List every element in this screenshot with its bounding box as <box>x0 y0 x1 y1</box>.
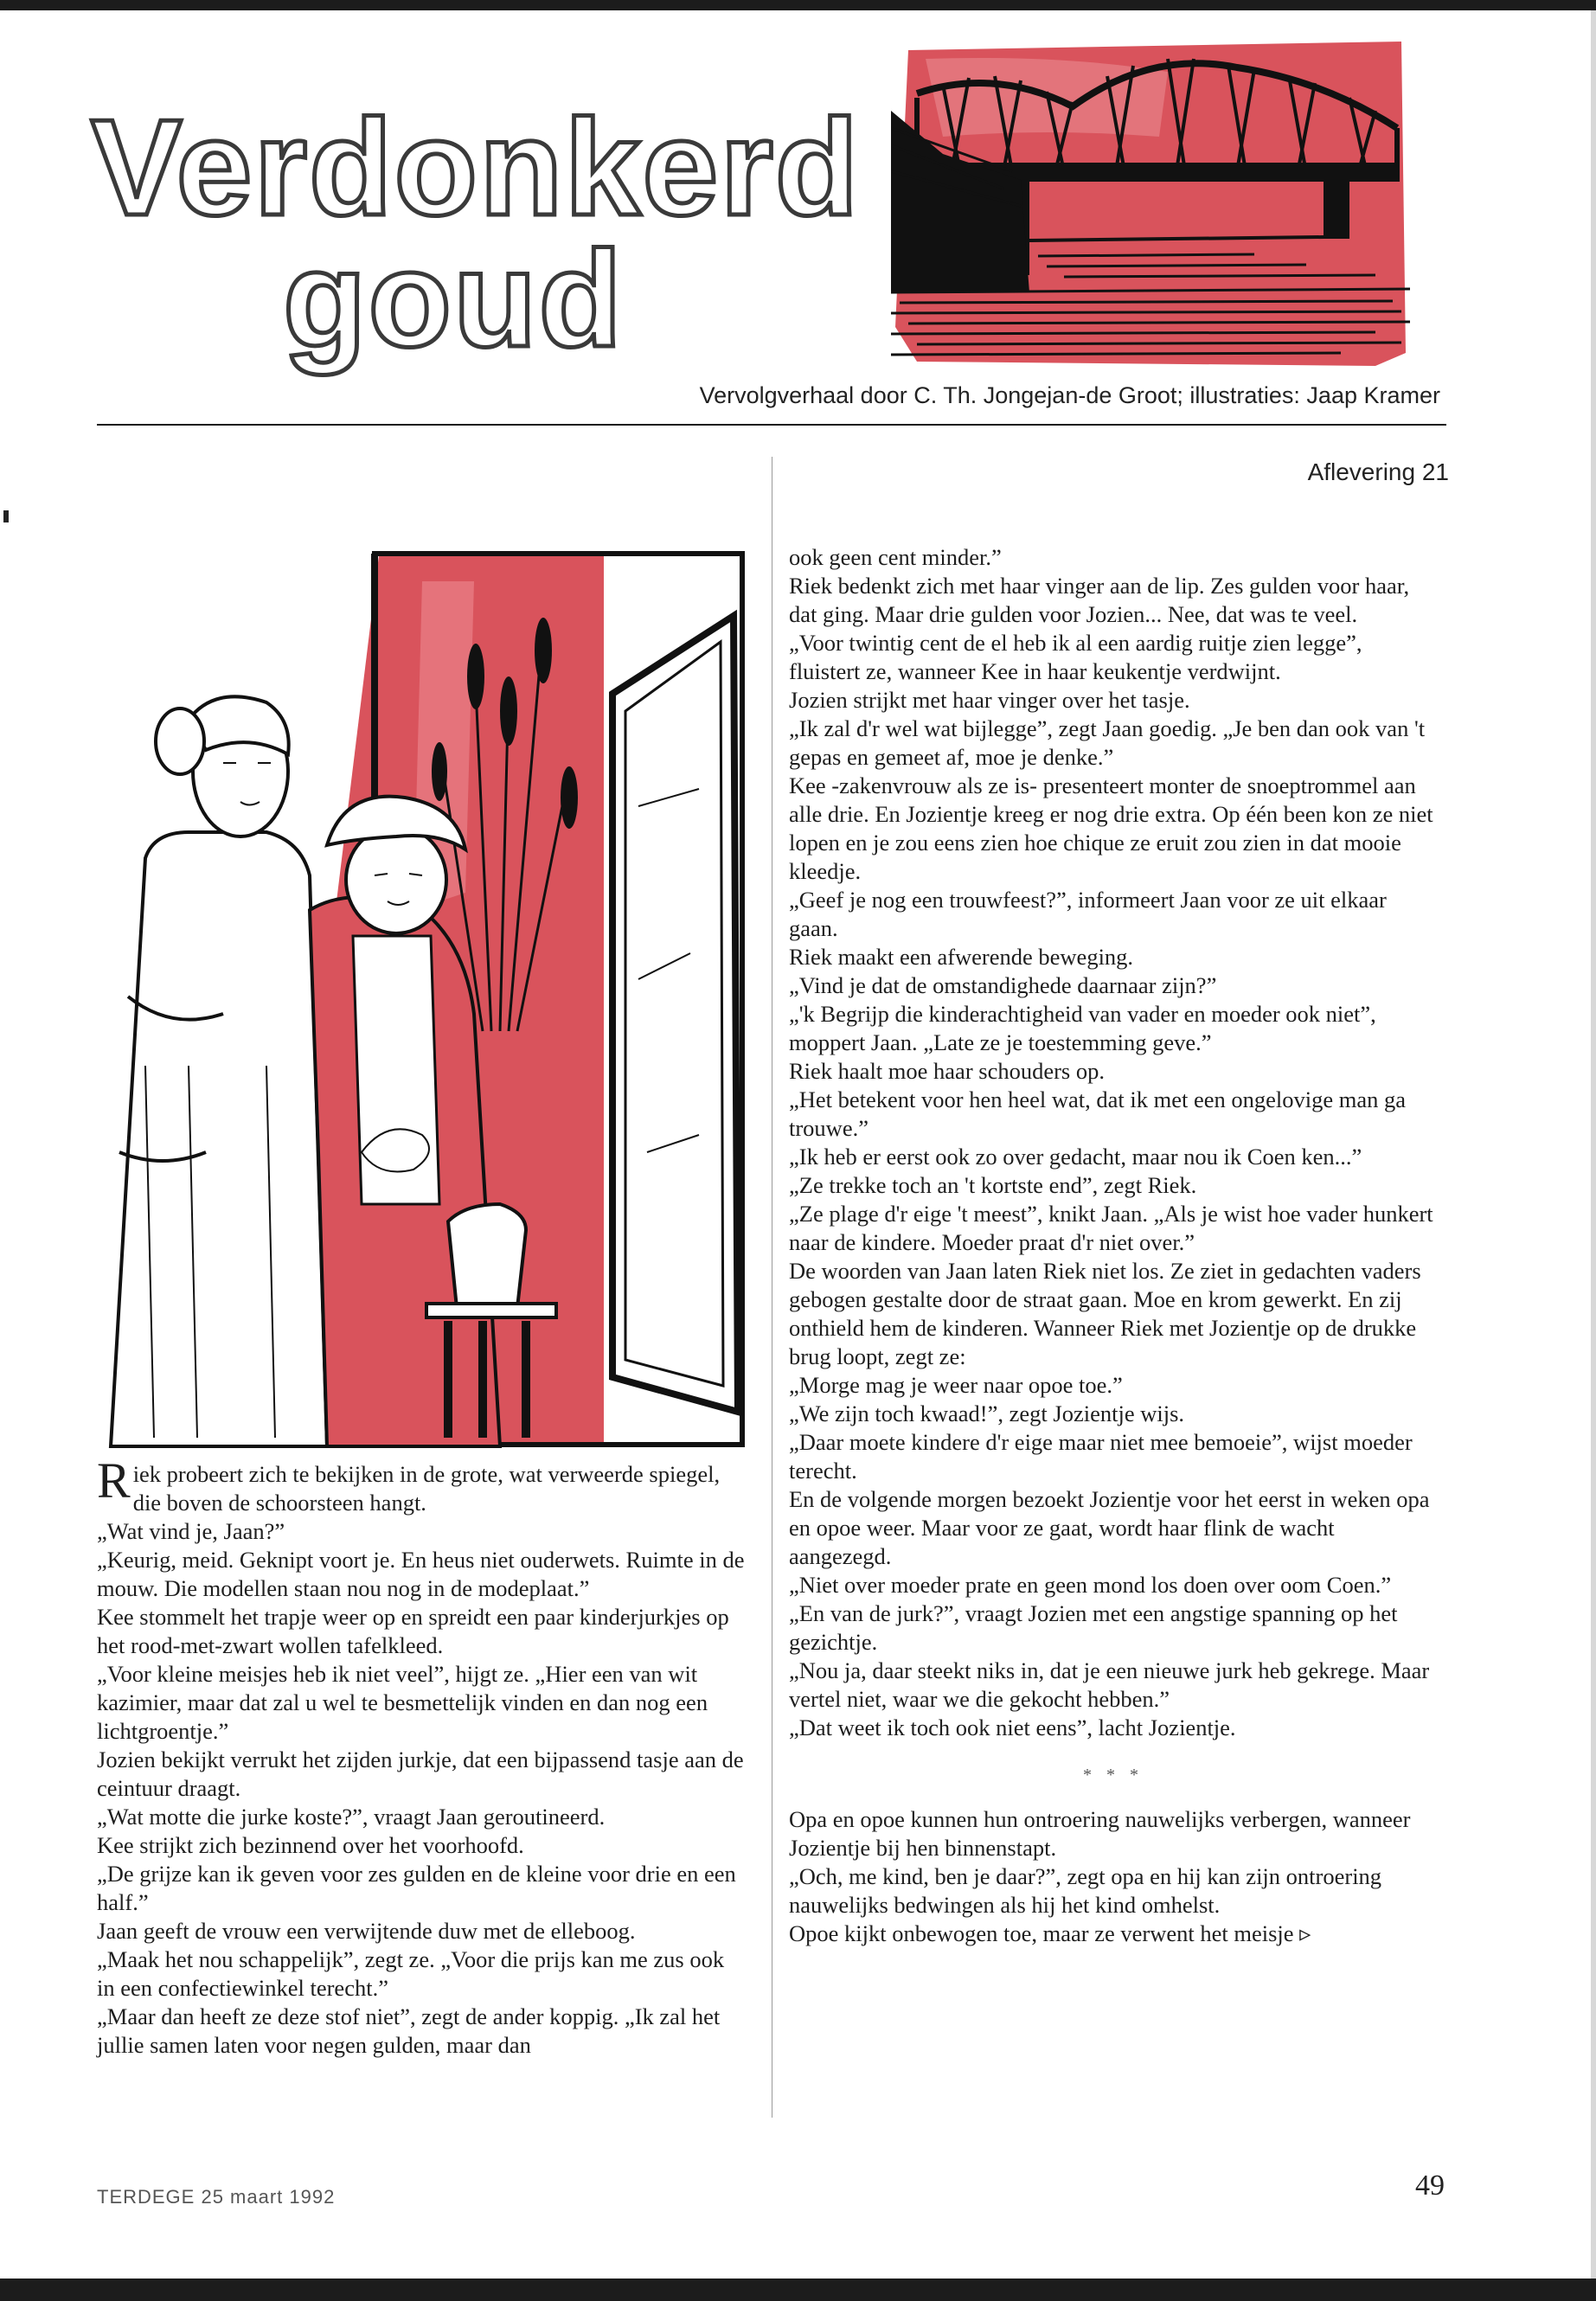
paragraph: Kee stommelt het trapje weer op en spreidt een paar kinderjurkjes op het rood-met-zwart wollen tafelkleed. <box>97 1604 729 1658</box>
opening-paragraph <box>97 1452 746 1517</box>
paragraph: De woorden van Jaan laten Riek niet los. Ze ziet in gedachten vaders gebogen gestalte door de straat gaan. Moe en krom gewerkt. En zij onthield hem de kinderen. Wanneer Riek met Jozientje op de drukke brug loopt, zegt ze: <box>789 1258 1421 1369</box>
left-text-column <box>97 1452 746 2060</box>
drop-cap: R <box>97 1452 131 1509</box>
paragraph: „Ik heb er eerst ook zo over gedacht, maar nou ik Coen ken...” <box>789 1144 1362 1170</box>
paragraph: „Och, me kind, ben je daar?”, zegt opa en hij kan zijn ontroering nauwelijks bedwingen als hij het kind omhelst. <box>789 1863 1382 1918</box>
title-line-1: Verdonkerd <box>91 92 861 244</box>
paragraph: „Ze trekke toch an 't kortste end”, zegt Riek. <box>789 1172 1197 1198</box>
paragraph: „Maar dan heeft ze deze stof niet”, zegt de ander koppig. „Ik zal het jullie samen laten voor negen gulden, maar dan <box>97 2003 721 2058</box>
paragraph: „Niet over moeder prate en geen mond los doen over oom Coen.” <box>789 1572 1392 1598</box>
paragraph: ook geen cent minder.” <box>789 544 1002 570</box>
paragraph: Jozien bekijkt verrukt het zijden jurkje, dat een bijpassend tasje aan de ceintuur draagt. <box>97 1747 744 1801</box>
paragraph: „Voor kleine meisjes heb ik niet veel”, hijgt ze. „Hier een van wit kazimier, maar dat zal u wel te besmettelijk vinden en dan nog een lichtgroentje.” <box>97 1661 708 1744</box>
paragraph: Kee -zakenvrouw als ze is- presenteert monter de snoeptrommel aan alle drie. En Jozientje kreeg er nog drie extra. Op één been kon ze niet lopen en je zou eens zien hoe chique ze eruit zou zien in dat mooie kleedje. <box>789 772 1433 884</box>
right-text-column <box>789 543 1438 1948</box>
paragraph: Kee strijkt zich bezinnend over het voorhoofd. <box>97 1832 524 1858</box>
paragraph: „Vind je dat de omstandighede daarnaar zijn?” <box>789 972 1217 998</box>
paragraph: „Dat weet ik toch ook niet eens”, lacht Jozientje. <box>789 1715 1236 1740</box>
section-separator: * * * <box>1083 1766 1144 1785</box>
page-edge <box>1591 10 1596 2279</box>
bottom-border <box>0 2279 1596 2301</box>
paragraph: Riek haalt moe haar schouders op. <box>789 1058 1105 1084</box>
paragraph: „Keurig, meid. Geknipt voort je. En heus niet ouderwets. Ruimte in de mouw. Die modellen staan nou nog in de modeplaat.” <box>97 1547 745 1601</box>
header-rule <box>97 424 1446 426</box>
paragraph: Opa en opoe kunnen hun ontroering nauwelijks verbergen, wanneer Jozientje bij hen binnenstapt. <box>789 1806 1411 1861</box>
paragraph: „Voor twintig cent de el heb ik al een aardig ruitje zien legge”, fluistert ze, wanneer Kee in haar keukentje verdwijnt. <box>789 630 1362 684</box>
paragraph: Riek maakt een afwerende beweging. <box>789 944 1134 970</box>
paragraph: „Ze plage d'r eige 't meest”, knikt Jaan. „Als je wist hoe vader hunkert naar de kindere. Moeder praat d'r niet over.” <box>789 1201 1433 1255</box>
paragraph: „Geef je nog een trouwfeest?”, informeert Jaan voor ze uit elkaar gaan. <box>789 887 1387 941</box>
bridge-illustration <box>891 33 1410 370</box>
opening-text: iek probeert zich te bekijken in de grote, wat verweerde spiegel, die boven de schoorsteen hangt. <box>132 1461 721 1516</box>
scene-illustration <box>93 547 747 1448</box>
margin-mark <box>3 510 9 522</box>
page-number: 49 <box>1415 2170 1445 2202</box>
paragraph: „Ik zal d'r wel wat bijlegge”, zegt Jaan goedig. „Je ben dan ook van 't gepas en gemeet af, moe je denke.” <box>789 715 1426 770</box>
title-line-2: goud <box>283 223 625 375</box>
paragraph: Opoe kijkt onbewogen toe, maar ze verwent het meisje ▹ <box>789 1920 1311 1946</box>
paragraph: „Nou ja, daar steekt niks in, dat je een nieuwe jurk heb gekrege. Maar vertel niet, waar we die gekocht hebben.” <box>789 1657 1430 1712</box>
paragraph: En de volgende morgen bezoekt Jozientje voor het eerst in weken opa en opoe weer. Maar voor ze gaat, wordt haar flink de wacht aangezegd. <box>789 1486 1430 1569</box>
paragraph: Riek bedenkt zich met haar vinger aan de lip. Zes gulden voor haar, dat ging. Maar drie gulden voor Jozien... Nee, dat was te veel. <box>789 573 1410 627</box>
story-title <box>91 92 861 375</box>
paragraph: „'k Begrijp die kinderachtigheid van vader en moeder ook niet”, moppert Jaan. „Late ze je toestemming geve.” <box>789 1001 1376 1055</box>
paragraph: „Daar moete kindere d'r eige maar niet mee bemoeie”, wijst moeder terecht. <box>789 1429 1413 1484</box>
story-credit: Vervolgverhaal door C. Th. Jongejan-de Groot; illustraties: Jaap Kramer <box>699 382 1440 408</box>
episode-label: Aflevering 21 <box>1307 458 1449 485</box>
paragraph: „Het betekent voor hen heel wat, dat ik met een ongelovige man ga trouwe.” <box>789 1086 1407 1141</box>
paragraph: „Wat motte die jurke koste?”, vraagt Jaan geroutineerd. <box>97 1804 606 1830</box>
paragraph: „Wat vind je, Jaan?” <box>97 1518 285 1544</box>
paragraph: Jaan geeft de vrouw een verwijtende duw met de elleboog. <box>97 1918 636 1944</box>
paragraph: „Maak het nou schappelijk”, zegt ze. „Voor die prijs kan me zus ook in een confectiewinkel terecht.” <box>97 1946 725 2001</box>
paragraph: Jozien strijkt met haar vinger over het tasje. <box>789 687 1190 713</box>
paragraph: „We zijn toch kwaad!”, zegt Jozientje wijs. <box>789 1400 1185 1426</box>
top-border <box>0 0 1596 10</box>
publication-footer: TERDEGE 25 maart 1992 <box>97 2186 336 2208</box>
paragraph: „En van de jurk?”, vraagt Jozien met een angstige spanning op het gezichtje. <box>789 1600 1398 1655</box>
paragraph: „Morge mag je weer naar opoe toe.” <box>789 1372 1123 1398</box>
paragraph: „De grijze kan ik geven voor zes gulden en de kleine voor drie en een half.” <box>97 1861 736 1915</box>
